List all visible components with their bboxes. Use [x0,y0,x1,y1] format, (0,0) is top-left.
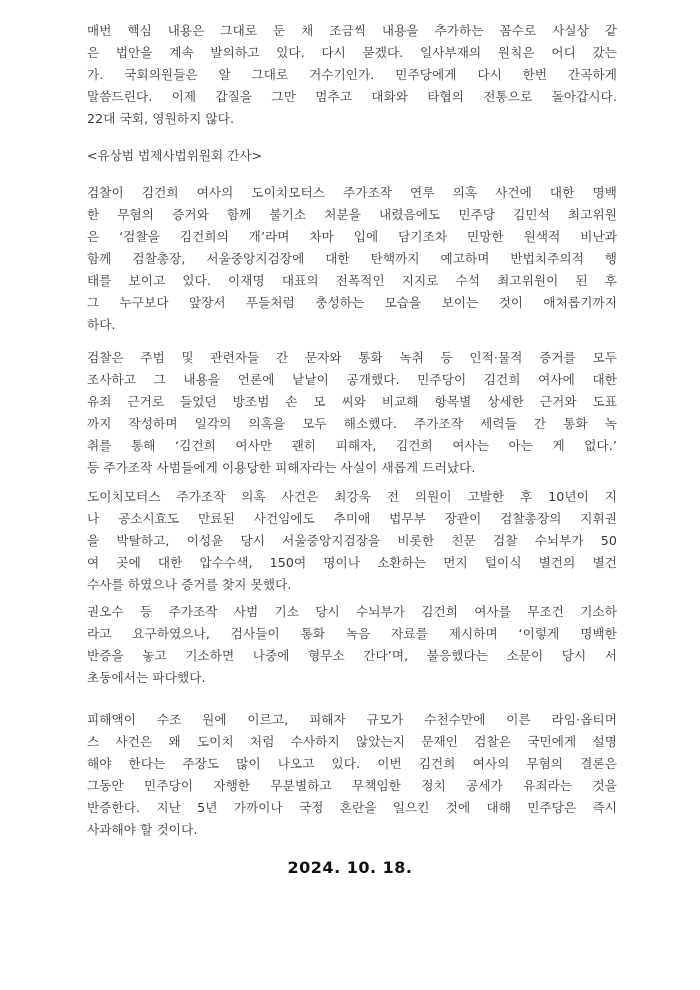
text-line: 태를 보이고 있다. 이재명 대표의 전폭적인 지지로 수석 최고위원이 된 후 [87,273,617,288]
text-line: 유죄 근거로 들었던 방조범 손 모 씨와 비교해 항목별 상세한 근거와 도표 [87,394,617,409]
section-heading: <유상범 법제사법위원회 간사> [87,148,263,163]
document-date: 2024. 10. 18. [287,858,413,877]
text-line: 라고 요구하였으나, 검사들이 통화 녹음 자료를 제시하며 ‘이렇게 명백한 [87,626,617,641]
text-line: 까지 작성하며 일각의 의혹을 모두 해소했다. 주가조작 세력들 간 통화 녹 [87,416,617,431]
text-line: 피해액이 수조 원에 이르고, 피해자 규모가 수천수만에 이른 라임·옵티머 [87,712,617,727]
text-line: 반증한다. 지난 5년 가까이나 국정 혼란을 일으킨 것에 대해 민주당은 즉시 [87,800,617,815]
text-line: 초동에서는 파다했다. [87,670,206,685]
text-line: 함께 검찰총장, 서울중앙지검장에 대한 탄핵까지 예고하며 반법치주의적 행 [87,251,617,266]
text-line: 그동안 민주당이 자행한 무분별하고 무책임한 정치 공세가 유죄라는 것을 [87,778,617,793]
text-line: 하다. [87,317,116,332]
text-line: 한 무혐의 증거와 함께 불기소 처분을 내렸음에도 민주당 김민석 최고위원 [87,207,617,222]
text-line: 여 곳에 대한 압수수색, 150여 명이나 소환하는 먼지 털이식 별건의 별건 [87,555,617,570]
text-line: 나 공소시효도 만료된 사건임에도 추미애 법무부 장관이 검찰총장의 지휘권 [87,511,617,526]
text-line: 검찰은 주범 및 관련자들 간 문자와 통화 녹취 등 인적·물적 증거를 모두 [87,350,617,365]
text-line: 스 사건은 왜 도이치 처럼 수사하지 않았는지 문재인 검찰은 국민에게 설명 [87,734,617,749]
text-line: 22대 국회, 영원하지 않다. [87,111,235,126]
text-line: 수사를 하였으나 증거를 찾지 못했다. [87,577,292,592]
text-line: 등 주가조작 사범들에게 이용당한 피해자라는 사실이 새롭게 드러났다. [87,460,476,475]
text-line: 그 누구보다 앞장서 푸들처럼 충성하는 모습을 보이는 것이 애처롭기까지 [87,295,617,310]
text-line: 도이치모터스 주가조작 의혹 사건은 최강욱 전 의원이 고발한 후 10년이 지 [87,489,617,504]
text-line: 조사하고 그 내용을 언론에 낱낱이 공개했다. 민주당이 김건희 여사에 대한 [87,372,617,387]
paragraph-5 [87,709,617,841]
text-line: 반증을 놓고 기소하면 나중에 형무소 간다’며, 불응했다는 소문이 당시 서 [87,648,617,663]
text-line: 은 ‘검찰을 김건희의 개’라며 차마 입에 담기조차 민망한 원색적 비난과 [87,229,617,244]
paragraph-2 [87,347,617,479]
text-line: 취를 통해 ‘김건희 여사만 괜히 피해자, 김건희 여사는 아는 게 없다.’ [87,438,617,453]
paragraph-3 [87,486,617,596]
text-line: 사과해야 할 것이다. [87,822,198,837]
text-line: 매번 핵심 내용은 그대로 둔 채 조금씩 내용을 추가하는 꼼수로 사실상 같 [87,23,617,38]
text-line: 검찰이 김건희 여사의 도이치모터스 주가조작 연루 의혹 사건에 대한 명백 [87,185,617,200]
text-line: 해야 한다는 주장도 많이 나오고 있다. 이번 김건희 여사의 무혐의 결론은 [87,756,617,771]
paragraph-intro [87,20,617,130]
text-line: 은 법안을 계속 발의하고 있다. 다시 묻겠다. 일사부재의 원칙은 어디 갔는 [87,45,617,60]
text-line: 가. 국회의원들은 알 그대로 거수기인가. 민주당에게 다시 한번 간곡하게 [87,67,617,82]
text-line: 말씀드린다. 이제 갑질을 그만 멈추고 대화와 타협의 전통으로 돌아갑시다. [87,89,617,104]
text-line: 을 박탈하고, 이성윤 당시 서울중앙지검장을 비롯한 친문 검찰 수뇌부가 50 [87,533,617,548]
text-line: 권오수 등 주가조작 사범 기소 당시 수뇌부가 김건희 여사를 무조건 기소하 [87,604,617,619]
paragraph-1 [87,182,617,336]
paragraph-4 [87,601,617,689]
